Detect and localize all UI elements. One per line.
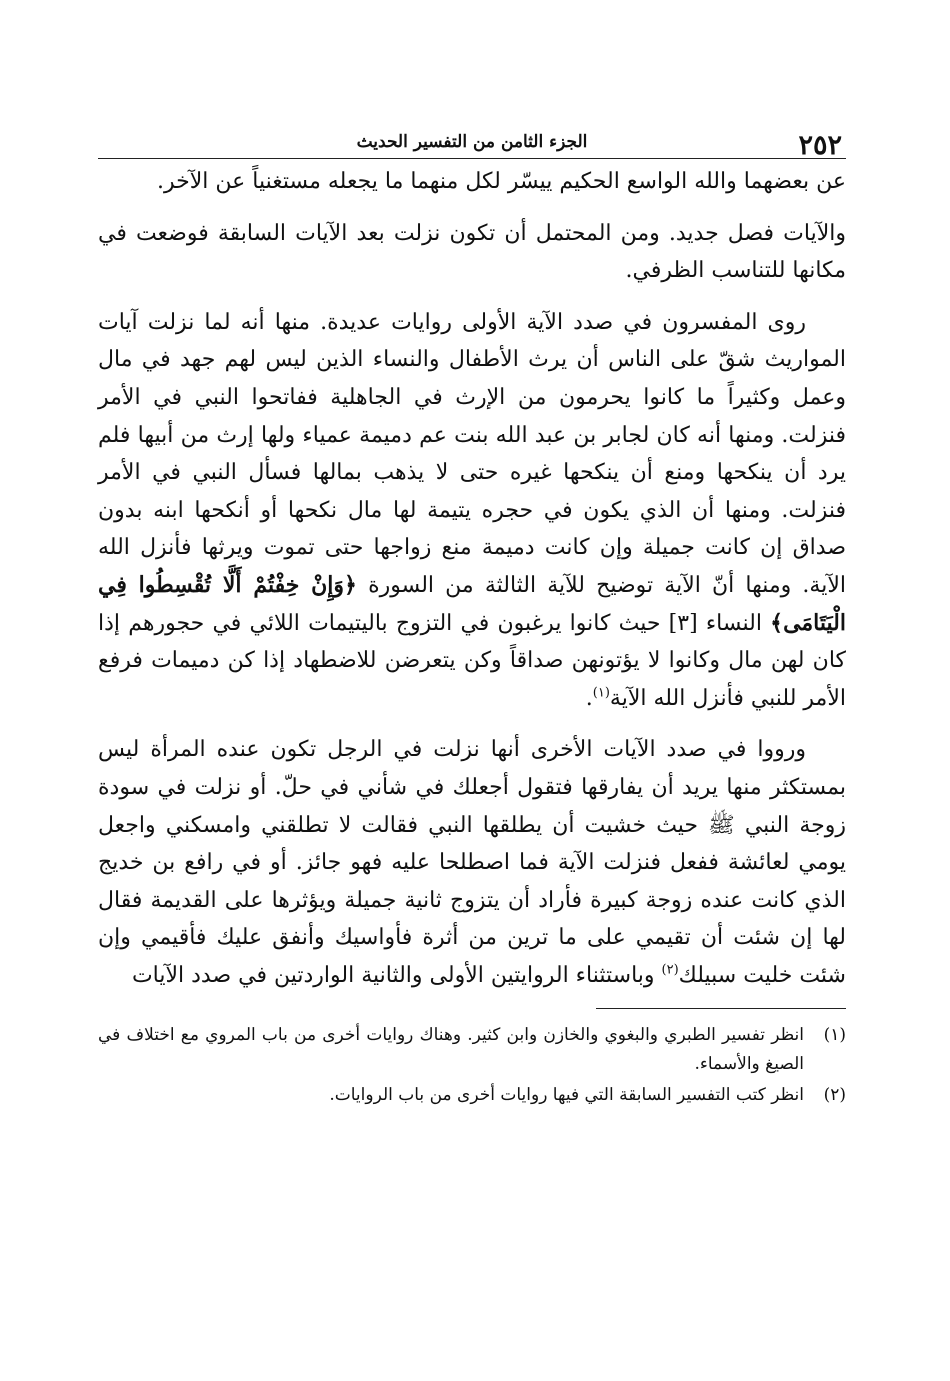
main-text [98,163,846,994]
footnote-number: (٢) [823,1085,846,1106]
book-page [98,118,846,1112]
paragraph-3-end: . [585,685,593,711]
footnote-number: (١) [823,1025,846,1046]
footnote-divider [596,1008,846,1009]
footnote-2 [98,1081,846,1110]
paragraph-4-text-a: ورووا في صدد الآيات الأخرى أنها نزلت في الرجل تكون عنده المرأة ليس بمستكثر منها يريد أن يفارقها فتقول أجعلك في شأني في حلّ. أو نزلت في سودة زوجة النبي ﷺ حيث خشيت أن يطلقها النبي فقالت لا تطلقني وامسكني واجعل يومي لعائشة ففعل فنزلت الآية فما اصطلحا عليه فهو جائز. أو في رافع بن خديج الذي كانت عنده زوجة كبيرة فأراد أن يتزوج ثانية جميلة ويؤثرها على القديمة فقال لها إن شئت أن تقيمي على ما ترين من أثرة فأواسيك وأنفق عليك فأقيمي وإن شئت خليت سبيلك [98,737,846,988]
footnote-ref-2[interactable]: (٢) [661,962,679,978]
quran-verse: ﴿وَإِنْ خِفْتُمْ أَلَّا تُقْسِطُوا فِي الْيَتَامَى﴾ [98,571,846,636]
page-header [98,118,846,159]
paragraph-4 [98,731,846,994]
paragraph-3-text-a: روى المفسرون في صدد الآية الأولى روايات عديدة. منها أنه لما نزلت آيات المواريث شقّ على الناس أن يرث الأطفال والنساء الذين ليس لهم جهد في مال وعمل وكثيراً ما كانوا يحرمون من الإرث في الجاهلية ففاتحوا النبي في الأمر فنزلت. ومنها أنه كان لجابر بن عبد الله بنت عم دميمة عمياء ولها إرث من أبيها فلم يرد أن ينكحها ومنع أن ينكحها غيره حتى لا يذهب بمالها فسأل النبي في الأمر فنزلت. ومنها أن الذي يكون في حجره يتيمة لها مال نكحها أو أنكحها ابنه بدون صداق إن كانت جميلة وإن كانت دميمة منع زواجها حتى تموت ويرثها فأنزل الله الآية. ومنها أنّ الآية توضيح للآية الثالثة من السورة [98,309,846,598]
running-title: الجزء الثامن من التفسير الحديث [356,132,588,152]
footnote-ref-1[interactable]: (١) [592,685,610,701]
page-number: ٢٥٢ [798,130,842,161]
paragraph-3 [98,304,846,718]
paragraph-3-text-b: النساء [٣] حيث كانوا يرغبون في التزوج باليتيمات اللائي في حجورهم إذا كان لهن مال وكانوا لا يؤتونهن صداقاً وكن يتعرضن للاضطهاد إذا كن دميمات فرفع الأمر للنبي فأنزل الله الآية [98,610,846,711]
footnote-1 [98,1021,846,1079]
paragraph-1: عن بعضهما والله الواسع الحكيم ييسّر لكل منهما ما يجعله مستغنياً عن الآخر. [156,169,846,194]
paragraph-4-text-b: وباستثناء الروايتين الأولى والثانية الواردتين في صدد الآيات [131,962,662,988]
footnote-text: انظر كتب التفسير السابقة التي فيها روايات أخرى من باب الروايات. [329,1085,804,1106]
paragraph-2: والآيات فصل جديد. ومن المحتمل أن تكون نزلت بعد الآيات السابقة فوضعت في مكانها للتناسب الظرفي. [98,220,846,284]
footnote-text: انظر تفسير الطبري والبغوي والخازن وابن كثير. وهناك روايات أخرى من باب المروي مع اختلاف في الصيغ والأسماء. [98,1025,804,1075]
footnotes [98,1008,846,1110]
